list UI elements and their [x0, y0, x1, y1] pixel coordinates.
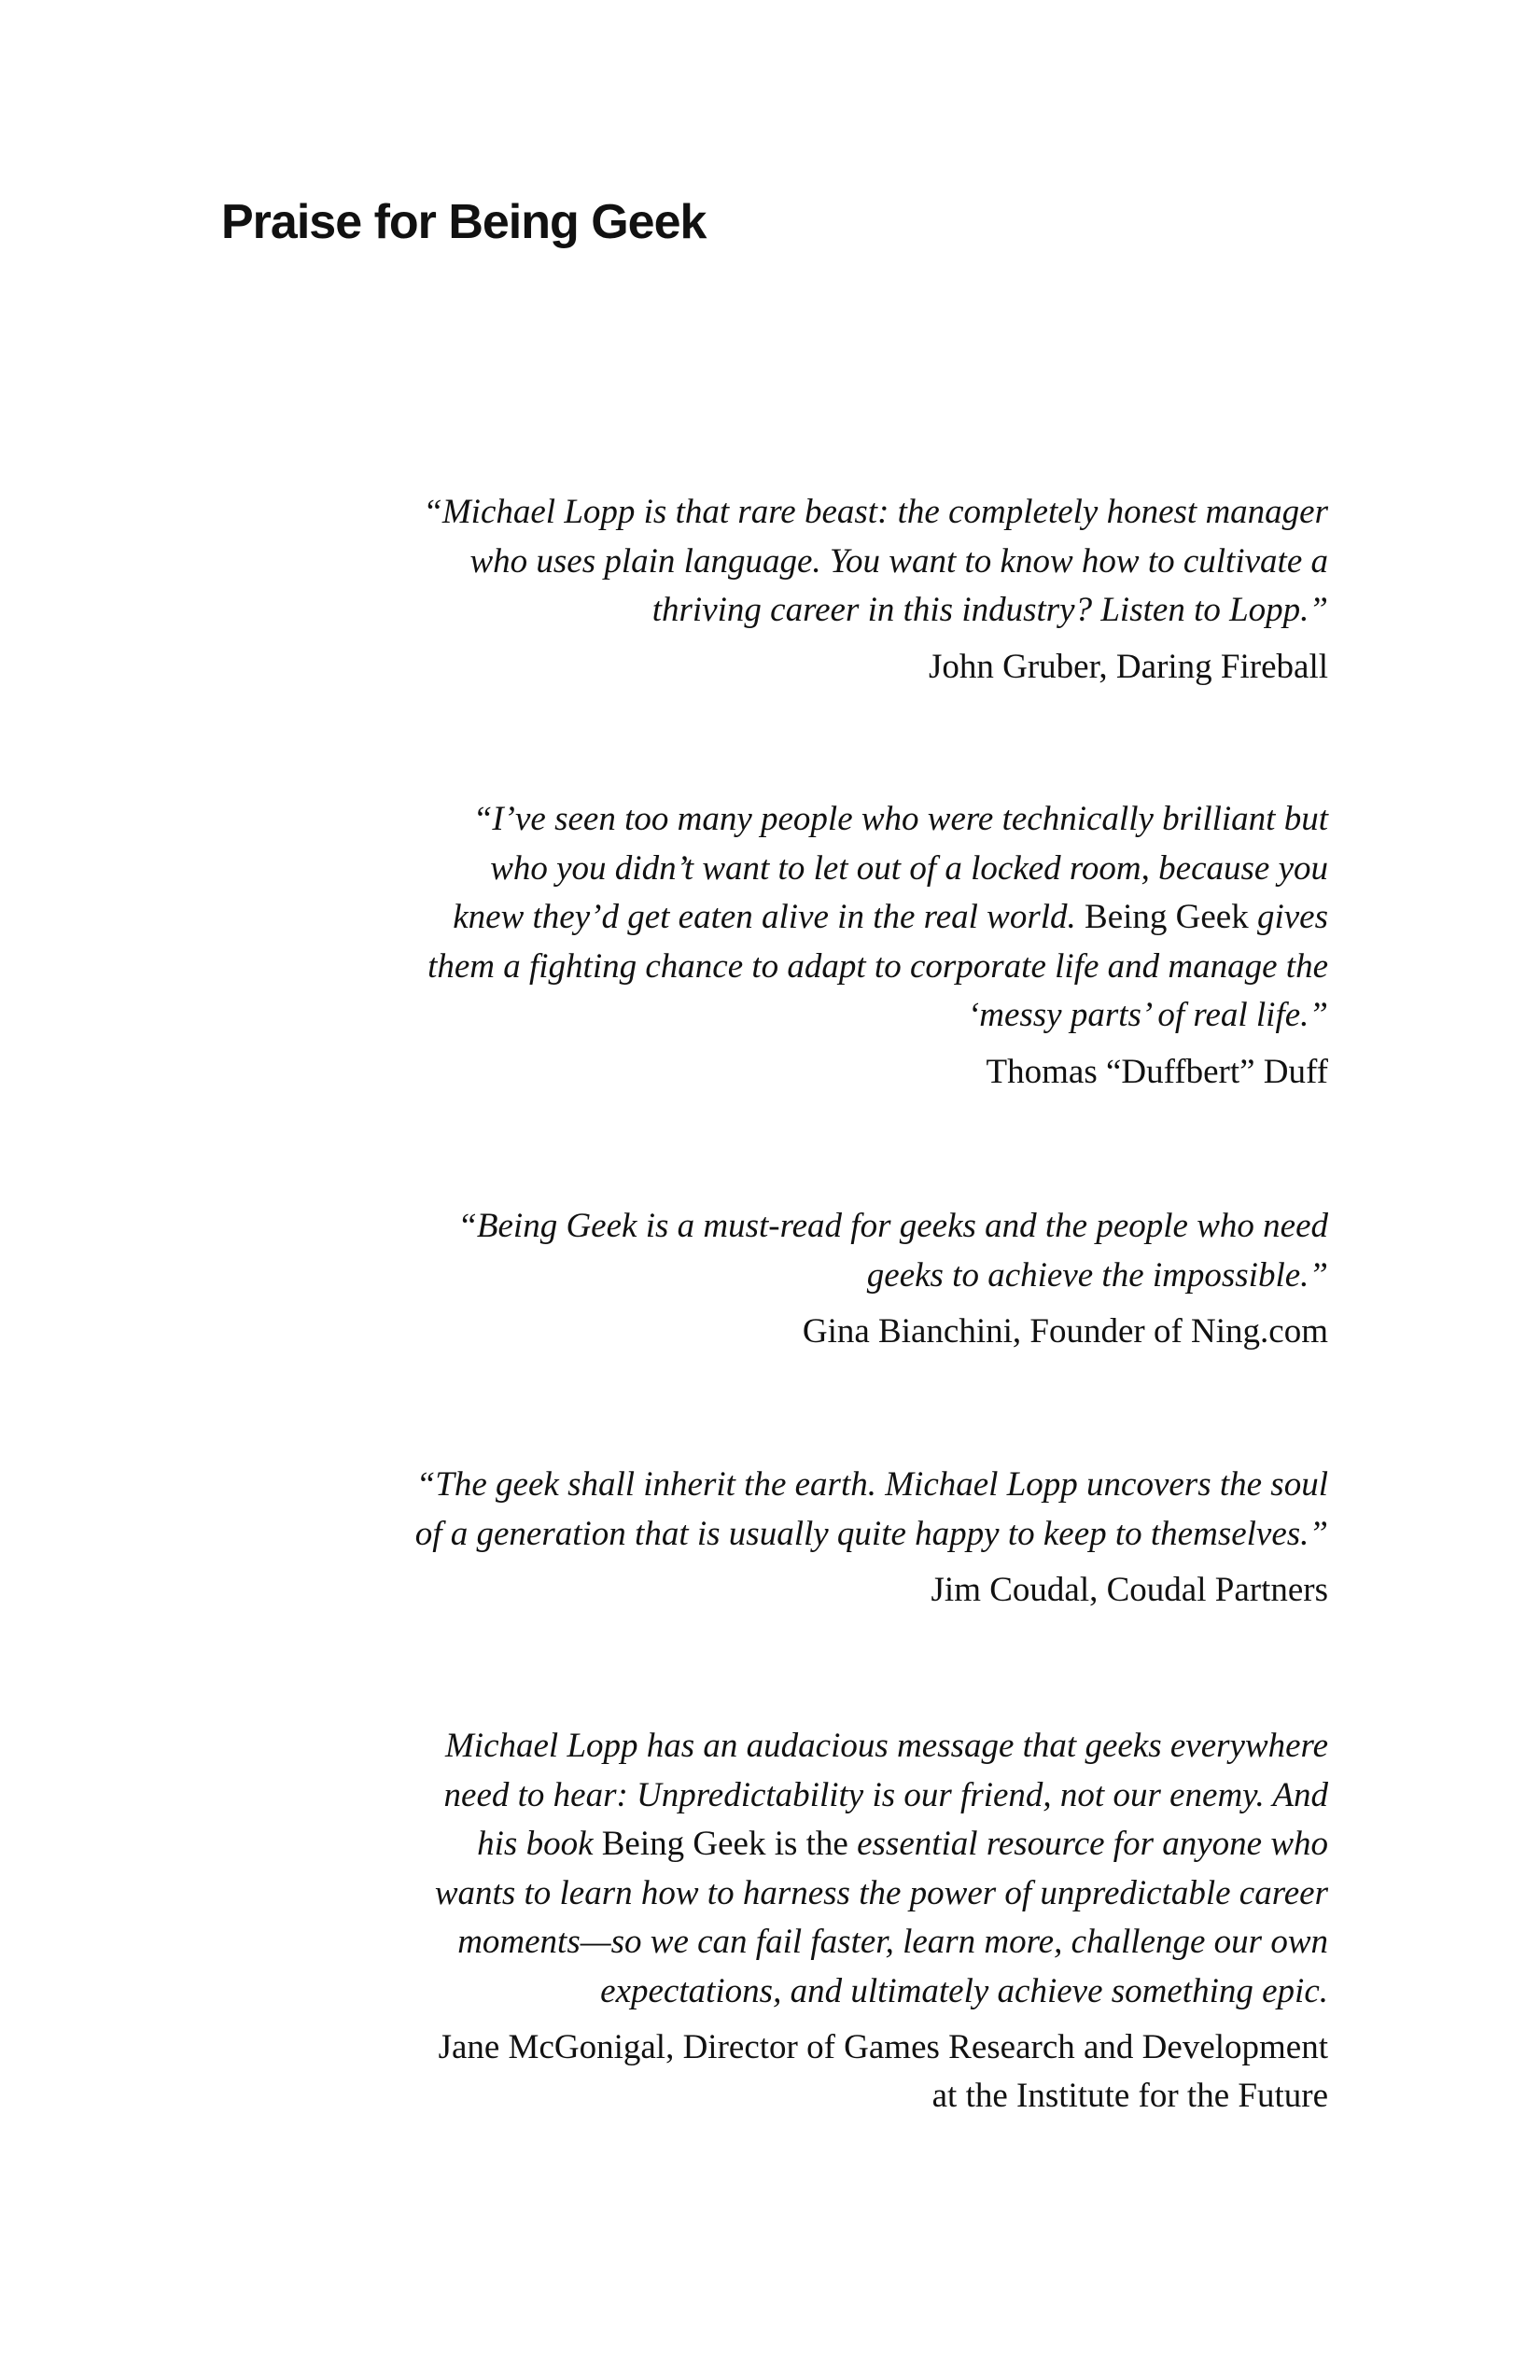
quote-text: his book: [477, 1825, 602, 1863]
book-title: Being Geek: [1085, 898, 1249, 936]
quote-line: [301, 1722, 1328, 1771]
praise-block: [301, 1461, 1328, 1615]
praise-attribution: [301, 643, 1328, 692]
quote-text: Michael Lopp has an audacious message that geeks everywhere: [444, 1727, 1328, 1765]
praise-quote: [301, 1461, 1328, 1559]
attribution-line: Jane McGonigal, Director of Games Research and Development: [438, 2028, 1328, 2066]
quote-line: [301, 991, 1328, 1041]
quote-text: “The geek shall inherit the earth. Michael Lopp uncovers the soul: [415, 1465, 1328, 1504]
quote-line: [301, 1771, 1328, 1821]
quote-text: need to hear: Unpredictability is our friend, not our enemy. And: [443, 1775, 1328, 1814]
quote-text: moments—so we can fail faster, learn more, challenge our own: [457, 1923, 1328, 1961]
quote-text: them a fighting chance to adapt to corporate life and manage the: [427, 946, 1328, 986]
quote-text: wants to learn how to harness the power of unpredictable career: [434, 1873, 1328, 1912]
quote-text: gives: [1248, 898, 1328, 936]
page-title: Praise for Being Geek: [221, 195, 707, 249]
quote-line: [301, 943, 1328, 992]
quote-text: thriving career in this industry? Listen to Lopp.”: [651, 591, 1328, 629]
quote-text: “Michael Lopp is that rare beast: the completely honest manager: [423, 493, 1328, 531]
quote-line: [301, 1918, 1328, 1967]
quote-line: [301, 1461, 1328, 1510]
quote-line: [301, 1967, 1328, 2017]
quote-line: [301, 1869, 1328, 1919]
book-title: Being Geek: [601, 1825, 766, 1863]
attribution-line: Thomas “Duffbert” Duff: [986, 1052, 1328, 1091]
praise-attribution: [301, 1566, 1328, 1615]
quote-text: who uses plain language. You want to know how to cultivate a: [469, 541, 1328, 581]
quote-text: ‘messy parts’ of real life.”: [967, 996, 1328, 1034]
quote-text: of a generation that is usually quite happy to keep to themselves.”: [414, 1514, 1328, 1553]
quote-line: [301, 1202, 1328, 1252]
quote-text: expectations, and ultimately achieve something epic.: [600, 1971, 1328, 2010]
praise-block: [301, 795, 1328, 1097]
quote-line: [301, 1820, 1328, 1869]
quote-text: who you didn’t want to let out of a locked room, because you: [490, 848, 1328, 888]
praise-quote: [301, 795, 1328, 1041]
quote-line: [301, 538, 1328, 587]
quote-line: [301, 893, 1328, 943]
attribution-line: John Gruber, Daring Fireball: [928, 647, 1328, 686]
quote-line: [301, 488, 1328, 538]
quote-text: “Being Geek is a must-read for geeks and the people who need: [457, 1207, 1328, 1245]
attribution-line: Gina Bianchini, Founder of Ning.com: [802, 1312, 1328, 1351]
praise-block: [301, 1202, 1328, 1356]
attribution-line: at the Institute for the Future: [931, 2077, 1328, 2115]
quote-line: [301, 1252, 1328, 1301]
quote-text: “I’ve seen too many people who were technically brilliant but: [472, 800, 1328, 838]
quote-text: geeks to achieve the impossible.”: [866, 1255, 1328, 1295]
quote-text: knew they’d get eaten alive in the real world.: [453, 898, 1085, 936]
attribution-line: Jim Coudal, Coudal Partners: [931, 1571, 1328, 1609]
praise-attribution: [301, 1308, 1328, 1356]
quote-text: is the: [765, 1825, 858, 1863]
praise-attribution: [301, 1048, 1328, 1097]
praise-quote: [301, 1722, 1328, 2016]
quote-line: [301, 1510, 1328, 1560]
quote-line: [301, 795, 1328, 845]
quote-line: [301, 845, 1328, 894]
praise-block: [301, 488, 1328, 692]
praise-quote: [301, 1202, 1328, 1300]
praise-quote: [301, 488, 1328, 636]
quote-line: [301, 586, 1328, 636]
praise-block: [301, 1722, 1328, 2121]
quote-text: essential resource for anyone who: [857, 1825, 1328, 1863]
praise-attribution: [301, 2023, 1328, 2121]
